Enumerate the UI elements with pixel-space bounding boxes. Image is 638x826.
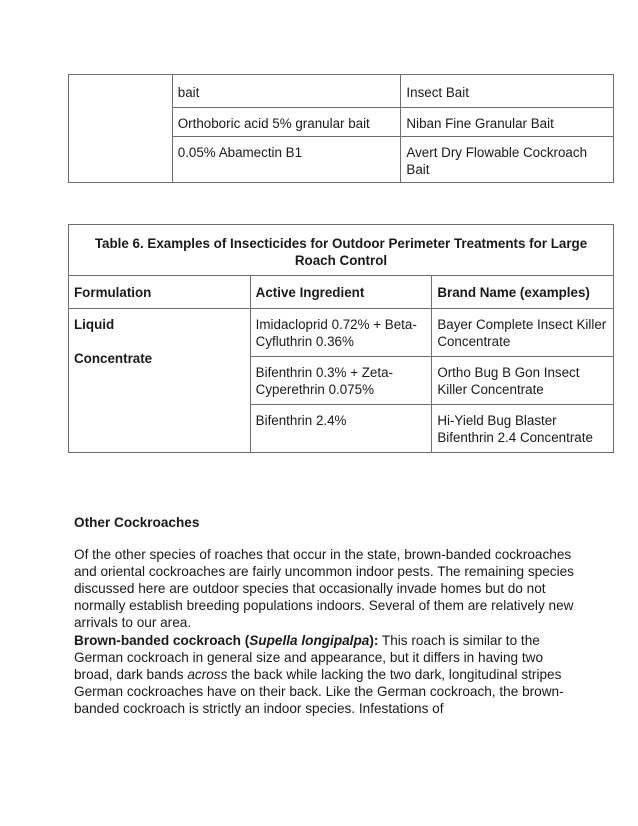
species-latin-name: Supella longipalpa — [249, 633, 370, 648]
table-caption-row — [69, 225, 614, 276]
header-formulation: Formulation — [69, 276, 251, 309]
brand-cell: Insect Bait — [401, 75, 614, 108]
species-name: Brown-banded cockroach (Supella longipalpa): — [74, 633, 379, 648]
formulation-cell — [69, 309, 251, 453]
ingredient-cell: Bifenthrin 2.4% — [250, 405, 432, 453]
table-6-outdoor-perimeter — [68, 224, 614, 453]
ingredient-cell: Orthoboric acid 5% granular bait — [172, 108, 401, 137]
paragraph-brown-banded: Brown-banded cockroach (Supella longipalpa): This roach is similar to the German cockroach in general size and appearance, but it differs in having two broad, dark bands across the back while lacking the two dark, longitudinal stripes German cockroaches have on their back. Like the German cockroach, the brown-banded cockroach is strictly an indoor species. Infestations of — [74, 633, 564, 716]
table-caption: Table 6. Examples of Insecticides for Outdoor Perimeter Treatments for Large Roach Control — [69, 225, 614, 276]
table-header-row — [69, 276, 614, 309]
ingredient-cell: Imidacloprid 0.72% + Beta-Cyfluthrin 0.36% — [250, 309, 432, 357]
section-heading: Other Cockroaches — [74, 515, 200, 530]
empty-formulation-cell — [69, 75, 173, 183]
ingredient-cell: bait — [172, 75, 401, 108]
formulation-liquid: Liquid — [74, 317, 115, 332]
formulation-concentrate: Concentrate — [74, 351, 153, 366]
table-row — [69, 75, 614, 108]
bait-products-table — [68, 74, 614, 183]
header-active-ingredient: Active Ingredient — [250, 276, 432, 309]
header-brand-name: Brand Name (examples) — [432, 276, 614, 309]
brand-cell: Avert Dry Flowable Cockroach Bait — [401, 137, 614, 183]
paragraph-other-species: Of the other species of roaches that occur in the state, brown-banded cockroaches and oriental cockroaches are fairly uncommon indoor pests. The remaining species discussed here are outdoor species that occasionally invade homes but do not normally establish breeding populations indoors. Several of them are relatively new arrivals to our area. — [74, 547, 574, 630]
ingredient-cell: Bifenthrin 0.3% + Zeta-Cyperethrin 0.075% — [250, 357, 432, 405]
brand-cell: Ortho Bug B Gon Insect Killer Concentrate — [432, 357, 614, 405]
table-row — [69, 309, 614, 357]
brand-cell: Niban Fine Granular Bait — [401, 108, 614, 137]
emphasis-across: across — [187, 667, 228, 682]
ingredient-cell: 0.05% Abamectin B1 — [172, 137, 401, 183]
brand-cell: Hi-Yield Bug Blaster Bifenthrin 2.4 Concentrate — [432, 405, 614, 453]
brand-cell: Bayer Complete Insect Killer Concentrate — [432, 309, 614, 357]
